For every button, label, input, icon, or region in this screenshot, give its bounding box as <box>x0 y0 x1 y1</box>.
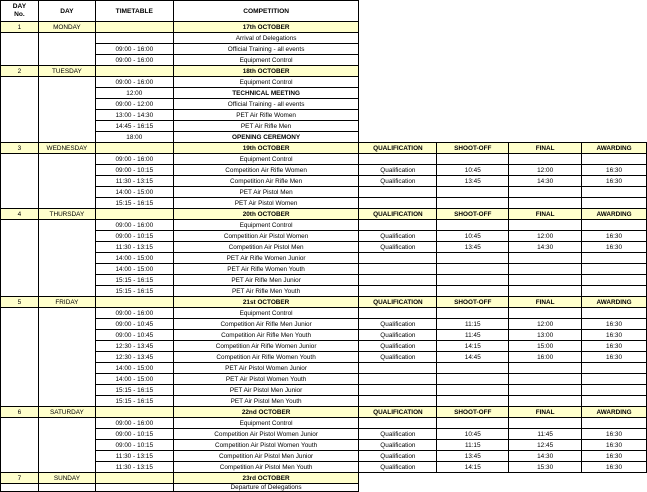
results-header-shoot-off: SHOOT-OFF <box>437 297 509 308</box>
event-time: 14:00 - 15:00 <box>95 187 173 198</box>
event-name: Competition Air Rifle Men Junior <box>173 319 359 330</box>
results-header-shoot-off: SHOOT-OFF <box>437 407 509 418</box>
event-shoot-off: 14:45 <box>437 352 509 363</box>
event-awarding <box>582 396 647 407</box>
results-header-final: FINAL <box>509 143 582 154</box>
event-qualification <box>359 308 437 319</box>
results-header-awarding: AWARDING <box>582 143 647 154</box>
event-time: 09:00 - 10:45 <box>95 319 173 330</box>
event-name: PET Air Rifle Men Youth <box>173 286 359 297</box>
event-qualification: Qualification <box>359 330 437 341</box>
event-shoot-off: 10:45 <box>437 231 509 242</box>
event-qualification: Qualification <box>359 176 437 187</box>
event-time: 14:00 - 15:00 <box>95 374 173 385</box>
day-header-row <box>1 66 647 77</box>
event-shoot-off <box>437 187 509 198</box>
event-name: PET Air Rifle Women Youth <box>173 264 359 275</box>
event-time: 09:00 - 10:15 <box>95 440 173 451</box>
event-row <box>1 352 647 363</box>
day-time-empty <box>95 209 173 220</box>
event-time: 15:15 - 16:15 <box>95 275 173 286</box>
day-name: WEDNESDAY <box>38 143 95 154</box>
event-final: 14:30 <box>509 451 582 462</box>
event-time: 11:30 - 13:15 <box>95 462 173 473</box>
day-name: TUESDAY <box>38 66 95 77</box>
event-awarding: 16:30 <box>582 462 647 473</box>
day-time-empty <box>95 473 173 484</box>
event-time: 18:00 <box>95 132 173 143</box>
event-row <box>1 396 647 407</box>
event-time: 09:00 - 10:15 <box>95 231 173 242</box>
day-header-row <box>1 22 647 33</box>
event-shoot-off: 11:15 <box>437 319 509 330</box>
event-name: PET Air Rifle Men <box>173 121 359 132</box>
day-number-span <box>1 33 39 66</box>
event-row <box>1 308 647 319</box>
event-row <box>1 341 647 352</box>
event-awarding: 16:30 <box>582 176 647 187</box>
event-qualification <box>359 275 437 286</box>
event-row <box>1 363 647 374</box>
event-shoot-off <box>437 418 509 429</box>
event-time: 09:00 - 12:00 <box>95 99 173 110</box>
event-name: Official Training - all events <box>173 99 359 110</box>
day-name-span <box>38 418 95 473</box>
day-header-row <box>1 143 647 154</box>
event-qualification <box>359 363 437 374</box>
event-row <box>1 385 647 396</box>
event-final: 15:30 <box>509 462 582 473</box>
day-date: 22nd OCTOBER <box>173 407 359 418</box>
header-competition: COMPETITION <box>173 1 359 22</box>
day-name: FRIDAY <box>38 297 95 308</box>
day-number: 1 <box>1 22 39 33</box>
day-name-span <box>38 33 95 66</box>
results-header-qualification: QUALIFICATION <box>359 297 437 308</box>
day-number: 5 <box>1 297 39 308</box>
day-header-row <box>1 209 647 220</box>
results-header-awarding: AWARDING <box>582 297 647 308</box>
event-final <box>509 264 582 275</box>
event-row <box>1 132 647 143</box>
event-awarding <box>582 253 647 264</box>
event-awarding: 16:30 <box>582 242 647 253</box>
event-row <box>1 275 647 286</box>
event-qualification: Qualification <box>359 462 437 473</box>
event-time: 13:00 - 14:30 <box>95 110 173 121</box>
event-shoot-off <box>437 385 509 396</box>
day-number-span <box>1 77 39 143</box>
event-time: 11:30 - 13:15 <box>95 451 173 462</box>
event-name: Equipment Control <box>173 308 359 319</box>
event-awarding <box>582 264 647 275</box>
event-final <box>509 154 582 165</box>
results-header-qualification: QUALIFICATION <box>359 143 437 154</box>
event-time: 09:00 - 16:00 <box>95 44 173 55</box>
event-row <box>1 44 647 55</box>
day-number-span <box>1 154 39 209</box>
event-row <box>1 374 647 385</box>
header-timetable: TIMETABLE <box>95 1 173 22</box>
event-name: PET Air Pistol Women <box>173 198 359 209</box>
event-shoot-off <box>437 253 509 264</box>
event-time <box>95 484 173 492</box>
results-header-final: FINAL <box>509 407 582 418</box>
event-shoot-off <box>437 363 509 374</box>
event-row <box>1 242 647 253</box>
day-number-span <box>1 220 39 297</box>
event-row <box>1 176 647 187</box>
day-time-empty <box>95 66 173 77</box>
event-final <box>509 187 582 198</box>
event-row <box>1 187 647 198</box>
event-name: Competition Air Pistol Men <box>173 242 359 253</box>
event-row <box>1 484 647 492</box>
event-time: 14:00 - 15:00 <box>95 264 173 275</box>
event-final <box>509 418 582 429</box>
event-awarding <box>582 286 647 297</box>
event-row <box>1 33 647 44</box>
event-shoot-off <box>437 275 509 286</box>
event-awarding <box>582 385 647 396</box>
event-shoot-off: 13:45 <box>437 176 509 187</box>
event-row <box>1 77 647 88</box>
event-row <box>1 462 647 473</box>
event-awarding <box>582 308 647 319</box>
day-number: 7 <box>1 473 39 484</box>
event-row <box>1 88 647 99</box>
event-final <box>509 220 582 231</box>
event-name: PET Air Rifle Men Junior <box>173 275 359 286</box>
event-name: Equipment Control <box>173 220 359 231</box>
event-awarding: 16:30 <box>582 429 647 440</box>
event-awarding <box>582 220 647 231</box>
event-shoot-off <box>437 374 509 385</box>
event-shoot-off: 14:15 <box>437 341 509 352</box>
day-header-row <box>1 407 647 418</box>
results-header-awarding: AWARDING <box>582 209 647 220</box>
event-time: 14:45 - 16:15 <box>95 121 173 132</box>
event-row <box>1 418 647 429</box>
event-awarding: 16:30 <box>582 319 647 330</box>
event-time: 09:00 - 10:15 <box>95 165 173 176</box>
results-header-qualification: QUALIFICATION <box>359 209 437 220</box>
event-awarding <box>582 374 647 385</box>
day-name-span <box>38 220 95 297</box>
event-name: PET Air Rifle Women Junior <box>173 253 359 264</box>
event-time: 09:00 - 16:00 <box>95 418 173 429</box>
day-name-span <box>38 308 95 407</box>
event-final: 12:00 <box>509 165 582 176</box>
event-final <box>509 363 582 374</box>
header-day: DAY <box>38 1 95 22</box>
event-time: 09:00 - 10:15 <box>95 429 173 440</box>
header-row <box>1 1 647 22</box>
event-final: 12:00 <box>509 319 582 330</box>
event-awarding: 16:30 <box>582 231 647 242</box>
event-time: 09:00 - 10:45 <box>95 330 173 341</box>
event-name: PET Air Pistol Women Youth <box>173 374 359 385</box>
event-name: Equipment Control <box>173 55 359 66</box>
event-shoot-off: 14:15 <box>437 462 509 473</box>
event-name: Competition Air Pistol Women Youth <box>173 440 359 451</box>
schedule-body <box>1 1 647 492</box>
event-final <box>509 396 582 407</box>
event-shoot-off <box>437 308 509 319</box>
event-awarding: 16:30 <box>582 352 647 363</box>
event-row <box>1 231 647 242</box>
event-shoot-off: 11:15 <box>437 440 509 451</box>
event-row <box>1 55 647 66</box>
event-final: 16:00 <box>509 352 582 363</box>
event-row <box>1 198 647 209</box>
event-qualification <box>359 264 437 275</box>
day-date: 18th OCTOBER <box>173 66 359 77</box>
day-number-span <box>1 418 39 473</box>
event-time: 15:15 - 16:15 <box>95 385 173 396</box>
event-name: PET Air Pistol Men Youth <box>173 396 359 407</box>
event-row <box>1 165 647 176</box>
event-name: OPENING CEREMONY <box>173 132 359 143</box>
event-qualification: Qualification <box>359 242 437 253</box>
day-name-span <box>38 484 95 492</box>
day-name: SUNDAY <box>38 473 95 484</box>
results-header-awarding: AWARDING <box>582 407 647 418</box>
event-qualification <box>359 385 437 396</box>
day-date: 17th OCTOBER <box>173 22 359 33</box>
event-name: Competition Air Rifle Men Youth <box>173 330 359 341</box>
event-awarding: 16:30 <box>582 451 647 462</box>
event-awarding: 16:30 <box>582 330 647 341</box>
event-awarding <box>582 154 647 165</box>
event-time: 09:00 - 16:00 <box>95 154 173 165</box>
results-header-final: FINAL <box>509 297 582 308</box>
event-time: 12:30 - 13:45 <box>95 341 173 352</box>
event-time: 09:00 - 16:00 <box>95 220 173 231</box>
day-number: 6 <box>1 407 39 418</box>
event-time: 15:15 - 16:15 <box>95 396 173 407</box>
event-row <box>1 440 647 451</box>
event-qualification: Qualification <box>359 231 437 242</box>
event-qualification <box>359 253 437 264</box>
event-shoot-off: 10:45 <box>437 429 509 440</box>
event-shoot-off: 11:45 <box>437 330 509 341</box>
event-name: Equipment Control <box>173 418 359 429</box>
event-final: 14:30 <box>509 176 582 187</box>
event-final <box>509 385 582 396</box>
event-name: Equipment Control <box>173 154 359 165</box>
day-date: 19th OCTOBER <box>173 143 359 154</box>
day-number-span <box>1 308 39 407</box>
event-row <box>1 319 647 330</box>
event-final <box>509 308 582 319</box>
event-qualification <box>359 198 437 209</box>
event-name: Competition Air Pistol Men Junior <box>173 451 359 462</box>
event-time: 14:00 - 15:00 <box>95 253 173 264</box>
event-awarding: 16:30 <box>582 440 647 451</box>
event-final: 11:45 <box>509 429 582 440</box>
event-final <box>509 374 582 385</box>
header-day-no <box>1 1 39 22</box>
event-time: 12:30 - 13:45 <box>95 352 173 363</box>
event-qualification <box>359 396 437 407</box>
header-day-no-line2: No. <box>14 11 25 18</box>
results-header-final: FINAL <box>509 209 582 220</box>
event-final: 13:00 <box>509 330 582 341</box>
event-qualification: Qualification <box>359 341 437 352</box>
event-name: Equipment Control <box>173 77 359 88</box>
event-row <box>1 110 647 121</box>
event-name: Departure of Delegations <box>173 484 359 492</box>
event-qualification: Qualification <box>359 440 437 451</box>
results-header-shoot-off: SHOOT-OFF <box>437 209 509 220</box>
event-shoot-off <box>437 154 509 165</box>
event-awarding <box>582 418 647 429</box>
results-header-shoot-off: SHOOT-OFF <box>437 143 509 154</box>
day-date: 23rd OCTOBER <box>173 473 359 484</box>
event-name: PET Air Pistol Men Junior <box>173 385 359 396</box>
event-row <box>1 121 647 132</box>
event-time: 11:30 - 13:15 <box>95 242 173 253</box>
event-name: Competition Air Rifle Women Youth <box>173 352 359 363</box>
event-name: Competition Air Rifle Women <box>173 165 359 176</box>
event-row <box>1 154 647 165</box>
day-number: 2 <box>1 66 39 77</box>
event-final: 12:00 <box>509 231 582 242</box>
event-qualification: Qualification <box>359 429 437 440</box>
event-name: Competition Air Rifle Women Junior <box>173 341 359 352</box>
day-number: 3 <box>1 143 39 154</box>
event-row <box>1 99 647 110</box>
event-qualification <box>359 286 437 297</box>
event-final: 14:30 <box>509 242 582 253</box>
event-final <box>509 253 582 264</box>
day-header-row <box>1 473 647 484</box>
event-name: PET Air Pistol Men <box>173 187 359 198</box>
event-shoot-off <box>437 220 509 231</box>
event-row <box>1 253 647 264</box>
event-name: Competition Air Rifle Men <box>173 176 359 187</box>
event-time: 09:00 - 16:00 <box>95 55 173 66</box>
event-time: 11:30 - 13:15 <box>95 176 173 187</box>
event-qualification <box>359 220 437 231</box>
event-awarding <box>582 363 647 374</box>
event-row <box>1 330 647 341</box>
event-final: 15:00 <box>509 341 582 352</box>
day-name-span <box>38 77 95 143</box>
event-final <box>509 198 582 209</box>
day-name: SATURDAY <box>38 407 95 418</box>
event-shoot-off <box>437 264 509 275</box>
event-shoot-off: 13:45 <box>437 451 509 462</box>
event-time: 15:15 - 16:15 <box>95 198 173 209</box>
event-name: Arrival of Delegations <box>173 33 359 44</box>
event-final <box>509 275 582 286</box>
event-row <box>1 429 647 440</box>
day-time-empty <box>95 143 173 154</box>
event-time: 09:00 - 16:00 <box>95 77 173 88</box>
event-name: PET Air Rifle Women <box>173 110 359 121</box>
event-time: 12:00 <box>95 88 173 99</box>
day-name-span <box>38 154 95 209</box>
header-day-no-line1: DAY <box>12 3 27 10</box>
event-qualification <box>359 154 437 165</box>
event-awarding <box>582 198 647 209</box>
event-name: Official Training - all events <box>173 44 359 55</box>
day-number: 4 <box>1 209 39 220</box>
event-row <box>1 220 647 231</box>
event-time <box>95 33 173 44</box>
event-shoot-off: 10:45 <box>437 165 509 176</box>
results-header-qualification: QUALIFICATION <box>359 407 437 418</box>
event-awarding <box>582 275 647 286</box>
event-name: TECHNICAL MEETING <box>173 88 359 99</box>
event-final <box>509 286 582 297</box>
event-row <box>1 264 647 275</box>
event-awarding <box>582 187 647 198</box>
event-name: Competition Air Pistol Men Youth <box>173 462 359 473</box>
event-row <box>1 286 647 297</box>
event-shoot-off <box>437 286 509 297</box>
event-qualification: Qualification <box>359 319 437 330</box>
event-shoot-off <box>437 396 509 407</box>
event-time: 14:00 - 15:00 <box>95 363 173 374</box>
day-name: THURSDAY <box>38 209 95 220</box>
event-shoot-off: 13:45 <box>437 242 509 253</box>
day-header-row <box>1 297 647 308</box>
event-qualification: Qualification <box>359 165 437 176</box>
day-time-empty <box>95 297 173 308</box>
event-name: PET Air Pistol Women Junior <box>173 363 359 374</box>
event-awarding: 16:30 <box>582 341 647 352</box>
event-row <box>1 451 647 462</box>
day-name: MONDAY <box>38 22 95 33</box>
event-qualification: Qualification <box>359 352 437 363</box>
event-qualification <box>359 374 437 385</box>
event-name: Competition Air Pistol Women Junior <box>173 429 359 440</box>
event-time: 09:00 - 16:00 <box>95 308 173 319</box>
event-final: 12:45 <box>509 440 582 451</box>
day-time-empty <box>95 407 173 418</box>
event-awarding: 16:30 <box>582 165 647 176</box>
event-qualification <box>359 418 437 429</box>
day-date: 20th OCTOBER <box>173 209 359 220</box>
day-time-empty <box>95 22 173 33</box>
event-name: Competition Air Pistol Women <box>173 231 359 242</box>
event-shoot-off <box>437 198 509 209</box>
day-date: 21st OCTOBER <box>173 297 359 308</box>
event-qualification <box>359 187 437 198</box>
event-time: 15:15 - 16:15 <box>95 286 173 297</box>
event-qualification: Qualification <box>359 451 437 462</box>
day-number-span <box>1 484 39 492</box>
